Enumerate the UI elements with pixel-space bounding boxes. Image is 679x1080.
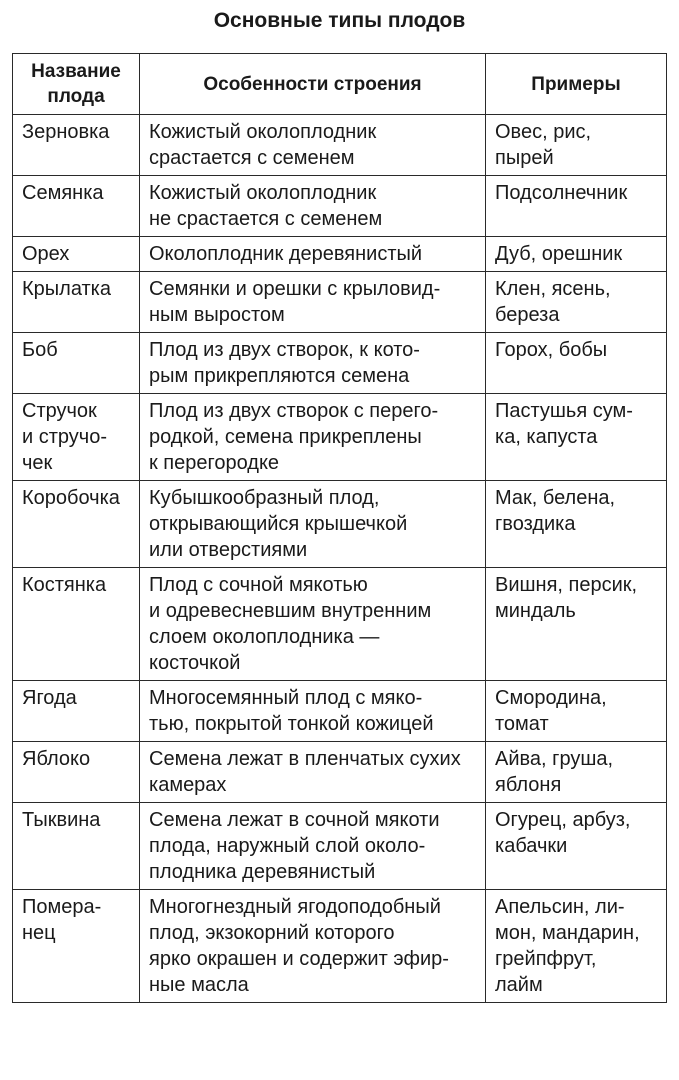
cell-name: Орех (13, 237, 140, 272)
cell-examples: Подсолнечник (486, 176, 667, 237)
cell-examples: Айва, груша, яблоня (486, 742, 667, 803)
cell-examples: Апельсин, ли- мон, мандарин, грейпфрут, лайм (486, 890, 667, 1003)
header-structure: Особенности строения (140, 54, 486, 115)
cell-name: Семянка (13, 176, 140, 237)
cell-examples: Вишня, персик, миндаль (486, 568, 667, 681)
cell-structure: Семена лежат в пленчатых сухих камерах (140, 742, 486, 803)
cell-name: Крылатка (13, 272, 140, 333)
cell-examples: Горох, бобы (486, 333, 667, 394)
table-row (13, 272, 667, 333)
cell-examples: Огурец, арбуз, кабачки (486, 803, 667, 890)
cell-name: Костянка (13, 568, 140, 681)
table-row (13, 237, 667, 272)
cell-structure: Кожистый околоплодник срастается с семенем (140, 115, 486, 176)
cell-structure: Семянки и орешки с крыловид- ным выростом (140, 272, 486, 333)
cell-structure: Многогнездный ягодоподобный плод, экзокорний которого ярко окрашен и содержит эфир- ные масла (140, 890, 486, 1003)
cell-name: Коробочка (13, 481, 140, 568)
cell-structure: Плод из двух створок с перего- родкой, семена прикреплены к перегородке (140, 394, 486, 481)
cell-examples: Мак, белена, гвоздика (486, 481, 667, 568)
cell-name: Боб (13, 333, 140, 394)
cell-name: Ягода (13, 681, 140, 742)
table-row (13, 481, 667, 568)
cell-examples: Клен, ясень, береза (486, 272, 667, 333)
table-row (13, 568, 667, 681)
table-row (13, 115, 667, 176)
header-name: Название плода (13, 54, 140, 115)
table-row (13, 333, 667, 394)
table-row (13, 681, 667, 742)
header-examples: Примеры (486, 54, 667, 115)
cell-name: Помера- нец (13, 890, 140, 1003)
cell-structure: Околоплодник деревянистый (140, 237, 486, 272)
cell-structure: Семена лежат в сочной мякоти плода, наружный слой около- плодника деревянистый (140, 803, 486, 890)
table-row (13, 742, 667, 803)
table-header-row (13, 54, 667, 115)
page-title: Основные типы плодов (213, 9, 466, 32)
cell-examples: Пастушья сум- ка, капуста (486, 394, 667, 481)
cell-structure: Многосемянный плод с мяко- тью, покрытой тонкой кожицей (140, 681, 486, 742)
cell-name: Зерновка (13, 115, 140, 176)
table-row (13, 394, 667, 481)
table-row (13, 176, 667, 237)
cell-examples: Овес, рис, пырей (486, 115, 667, 176)
cell-name: Тыквина (13, 803, 140, 890)
cell-structure: Кубышкообразный плод, открывающийся крышечкой или отверстиями (140, 481, 486, 568)
cell-name: Яблоко (13, 742, 140, 803)
cell-name: Стручок и стручо- чек (13, 394, 140, 481)
cell-examples: Смородина, томат (486, 681, 667, 742)
cell-structure: Плод с сочной мякотью и одревесневшим внутренним слоем околоплодника — косточкой (140, 568, 486, 681)
table-row (13, 803, 667, 890)
cell-examples: Дуб, орешник (486, 237, 667, 272)
cell-structure: Кожистый околоплодник не срастается с семенем (140, 176, 486, 237)
cell-structure: Плод из двух створок, к кото- рым прикрепляются семена (140, 333, 486, 394)
fruit-types-table (12, 53, 667, 1003)
table-row (13, 890, 667, 1003)
